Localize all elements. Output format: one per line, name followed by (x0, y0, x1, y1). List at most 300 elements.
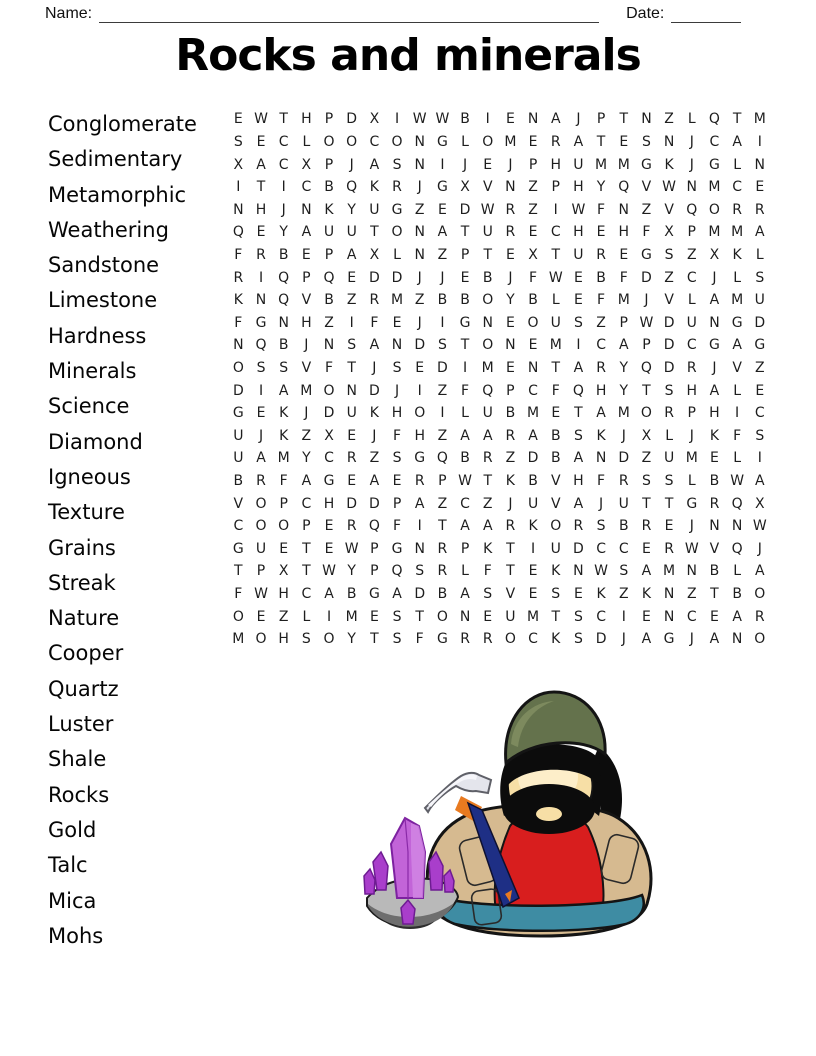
grid-letter: D (346, 495, 358, 512)
grid-letter: G (232, 405, 244, 422)
grid-letter: A (528, 427, 538, 444)
grid-letter: G (686, 495, 698, 512)
grid-letter: E (573, 586, 583, 603)
grid-letter: S (755, 269, 765, 286)
grid-letter: U (346, 405, 357, 422)
grid-letter: G (641, 246, 652, 263)
grid-letter: D (573, 540, 584, 557)
grid-letter: T (642, 382, 651, 399)
grid-letter: T (551, 608, 561, 625)
grid-letter: G (414, 450, 426, 467)
grid-letter: K (596, 427, 606, 444)
grid-letter: K (279, 405, 289, 422)
grid-letter: R (618, 473, 629, 490)
grid-letter: W (752, 518, 767, 535)
grid-letter: F (551, 382, 560, 399)
grid-letter: R (256, 473, 266, 490)
grid-letter: L (733, 382, 742, 399)
grid-letter: J (508, 269, 513, 286)
grid-letter: G (663, 631, 675, 648)
grid-letter: L (302, 608, 311, 625)
grid-letter: Z (641, 450, 652, 467)
grid-letter: N (527, 360, 539, 376)
grid-letter: B (482, 269, 493, 286)
grid-letter: X (709, 246, 720, 263)
grid-letter: M (617, 405, 630, 422)
grid-letter: J (508, 156, 513, 173)
grid-letter: H (550, 156, 561, 173)
geologist-illustration (355, 676, 665, 941)
grid-letter: A (369, 156, 380, 173)
grid-letter: N (663, 133, 675, 150)
grid-letter: T (415, 608, 424, 625)
grid-letter: T (483, 473, 492, 490)
word-list-item: Conglomerate (48, 112, 197, 136)
grid-letter: W (344, 540, 359, 557)
grid-letter: C (324, 450, 334, 467)
grid-letter: A (392, 586, 402, 603)
grid-letter: E (528, 337, 538, 354)
grid-letter: N (278, 314, 289, 331)
grid-letter: T (302, 540, 311, 557)
grid-letter: Z (528, 201, 538, 218)
grid-letter: T (506, 563, 515, 580)
grid-letter: I (258, 382, 264, 399)
grid-letter: W (684, 540, 699, 557)
grid-letter: R (664, 405, 674, 422)
grid-letter: V (732, 360, 742, 376)
grid-letter: F (483, 563, 492, 580)
grid-letter: R (505, 201, 516, 218)
grid-letter: E (505, 314, 515, 331)
grid-letter: W (594, 563, 608, 580)
grid-letter: S (551, 586, 561, 603)
grid-letter: N (573, 563, 584, 580)
grid-letter: J (689, 631, 694, 648)
grid-letter: N (414, 224, 425, 241)
grid-letter: W (412, 111, 427, 128)
grid-letter: M (708, 179, 721, 196)
grid-letter: I (281, 179, 286, 196)
grid-letter: M (549, 337, 562, 354)
grid-letter: E (347, 473, 357, 490)
grid-letter: E (347, 427, 357, 444)
grid-letter: I (757, 450, 762, 467)
grid-letter: M (300, 382, 313, 399)
grid-letter: H (255, 201, 267, 218)
grid-letter: S (392, 156, 402, 173)
grid-letter: G (459, 314, 471, 331)
grid-letter: E (392, 473, 402, 490)
grid-letter: L (302, 133, 311, 150)
grid-letter: W (730, 473, 745, 490)
grid-letter: F (733, 427, 742, 444)
grid-letter: N (414, 133, 425, 150)
grid-letter: J (689, 427, 694, 444)
grid-letter: S (573, 631, 583, 648)
grid-letter: E (505, 360, 515, 376)
date-label: Date: (626, 5, 665, 22)
grid-letter: H (278, 631, 289, 648)
grid-letter: W (662, 179, 677, 196)
grid-letter: F (461, 382, 470, 399)
grid-letter: E (755, 179, 765, 196)
grid-letter: Y (596, 179, 606, 196)
grid-letter: D (663, 360, 675, 376)
grid-letter: N (323, 337, 335, 354)
grid-letter: K (709, 427, 720, 444)
grid-letter: A (641, 631, 652, 648)
grid-letter: C (301, 586, 312, 603)
grid-letter: R (505, 224, 516, 241)
grid-letter: O (232, 608, 244, 625)
grid-letter: E (256, 224, 266, 241)
grid-letter: U (550, 540, 561, 557)
grid-letter: X (324, 427, 334, 444)
grid-letter: V (550, 473, 561, 490)
grid-letter: H (301, 314, 312, 331)
grid-letter: T (256, 179, 266, 196)
grid-letter: K (732, 246, 742, 263)
grid-letter: Q (482, 382, 494, 399)
grid-letter: F (597, 201, 606, 218)
grid-letter: Z (754, 360, 765, 376)
grid-letter: S (573, 427, 583, 444)
grid-letter: K (279, 427, 289, 444)
grid-letter: H (573, 473, 584, 490)
grid-letter: P (687, 224, 696, 241)
grid-letter: L (733, 450, 742, 467)
grid-letter: G (232, 540, 244, 557)
grid-letter: C (550, 224, 561, 241)
grid-letter: G (709, 156, 720, 173)
grid-letter: C (528, 631, 538, 648)
grid-letter: E (324, 540, 334, 557)
grid-letter: V (550, 495, 561, 512)
grid-letter: C (686, 337, 697, 354)
grid-letter: Z (301, 427, 312, 444)
grid-letter: N (595, 450, 607, 467)
grid-letter: E (619, 133, 629, 150)
grid-letter: R (392, 179, 402, 196)
grid-letter: P (302, 518, 311, 535)
grid-letter: D (323, 405, 335, 422)
word-list-item: Grains (48, 535, 116, 560)
grid-letter: A (573, 495, 584, 512)
grid-letter: Z (346, 292, 357, 309)
grid-letter: M (753, 111, 766, 128)
grid-letter: T (710, 586, 719, 603)
grid-letter: L (461, 405, 469, 422)
grid-letter: M (527, 405, 540, 422)
grid-letter: V (641, 179, 652, 196)
grid-letter: V (482, 179, 493, 196)
grid-letter: C (301, 495, 312, 512)
grid-letter: H (323, 495, 335, 512)
word-list-item: Talc (48, 853, 88, 878)
grid-letter: H (278, 586, 289, 603)
grid-letter: Q (391, 563, 403, 580)
grid-letter: X (278, 563, 289, 580)
grid-letter: G (391, 540, 403, 557)
grid-letter: P (460, 540, 470, 557)
grid-letter: G (731, 314, 743, 331)
grid-letter: A (755, 473, 765, 490)
grid-letter: Q (278, 269, 290, 286)
grid-letter: E (256, 608, 266, 625)
grid-letter: J (599, 495, 604, 512)
grid-letter: F (234, 586, 243, 603)
grid-letter: U (618, 495, 629, 512)
grid-letter: U (369, 201, 380, 218)
grid-letter: F (370, 314, 379, 331)
word-list-item: Gold (48, 817, 97, 842)
grid-letter: R (573, 518, 584, 535)
grid-letter: Z (278, 608, 289, 625)
grid-letter: D (436, 360, 448, 376)
grid-letter: W (480, 201, 495, 218)
grid-letter: Q (618, 179, 630, 196)
grid-letter: L (461, 563, 469, 580)
grid-letter: Z (686, 246, 697, 263)
grid-letter: G (436, 179, 448, 196)
grid-letter: Q (436, 450, 448, 467)
grid-letter: Q (346, 179, 358, 196)
grid-letter: R (550, 133, 561, 150)
grid-letter: P (370, 563, 379, 580)
grid-letter: Y (302, 450, 311, 467)
grid-letter: O (391, 224, 403, 241)
grid-letter: M (731, 292, 744, 309)
grid-letter: D (391, 269, 403, 286)
grid-letter: D (232, 382, 244, 399)
grid-letter: O (323, 133, 335, 150)
grid-letter: J (394, 382, 400, 399)
grid-letter: Q (278, 292, 290, 309)
grid-letter: U (482, 224, 493, 241)
grid-letter: P (506, 382, 515, 399)
grid-letter: G (323, 473, 335, 490)
grid-letter: Z (596, 314, 606, 331)
grid-letter: C (754, 405, 765, 422)
grid-letter: D (754, 314, 766, 331)
grid-letter: W (571, 201, 586, 218)
grid-letter: K (664, 156, 674, 173)
grid-letter: B (505, 405, 516, 422)
grid-letter: M (527, 608, 540, 625)
grid-letter: W (322, 563, 336, 580)
grid-letter: E (324, 518, 334, 535)
grid-letter: B (732, 586, 742, 603)
grid-letter: M (617, 156, 630, 173)
grid-letter: C (686, 608, 697, 625)
grid-letter: M (685, 450, 698, 467)
word-list-item: Minerals (48, 359, 137, 384)
grid-letter: A (460, 427, 470, 444)
grid-letter: E (528, 586, 538, 603)
grid-letter: N (618, 201, 629, 218)
word-list (48, 107, 197, 954)
grid-letter: K (551, 631, 561, 648)
grid-letter: M (504, 133, 517, 150)
grid-letter: W (548, 269, 563, 286)
grid-letter: V (233, 495, 244, 512)
grid-letter: N (255, 292, 267, 309)
grid-letter: A (573, 133, 584, 150)
grid-letter: N (233, 201, 244, 218)
grid-letter: F (393, 427, 402, 444)
grid-letter: A (301, 224, 312, 241)
grid-letter: H (595, 382, 607, 399)
grid-letter: A (573, 450, 584, 467)
grid-letter: B (324, 179, 334, 196)
grid-letter: B (550, 450, 561, 467)
grid-letter: I (576, 337, 581, 354)
name-blank-line (99, 5, 599, 23)
grid-letter: X (528, 246, 538, 263)
grid-letter: S (233, 133, 243, 150)
grid-letter: Y (619, 360, 629, 376)
word-list-item: Weathering (48, 217, 169, 242)
grid-letter: N (709, 314, 720, 331)
grid-letter: W (639, 314, 654, 331)
grid-letter: B (437, 292, 448, 309)
grid-letter: B (324, 292, 334, 309)
grid-letter: P (551, 179, 560, 196)
name-label: Name: (45, 5, 93, 22)
grid-letter: J (304, 405, 309, 422)
grid-letter: Z (641, 201, 652, 218)
grid-letter: J (417, 314, 422, 331)
grid-letter: A (460, 518, 470, 535)
grid-letter: I (757, 133, 762, 150)
grid-letter: U (527, 495, 539, 512)
grid-letter: U (346, 224, 357, 241)
grid-letter: F (415, 631, 424, 648)
grid-letter: R (664, 540, 674, 557)
grid-letter: J (621, 631, 626, 648)
grid-letter: A (437, 224, 448, 241)
grid-letter: Z (618, 586, 629, 603)
grid-letter: E (664, 518, 674, 535)
grid-letter: K (528, 518, 538, 535)
grid-letter: X (369, 111, 380, 128)
grid-letter: N (686, 563, 698, 580)
grid-letter: B (233, 473, 244, 490)
grid-letter: O (482, 337, 494, 354)
grid-letter: R (754, 608, 765, 625)
word-list-item: Streak (48, 570, 116, 595)
grid-letter: S (664, 246, 674, 263)
grid-letter: U (233, 450, 244, 467)
grid-letter: L (665, 427, 673, 444)
grid-letter: H (391, 405, 403, 422)
grid-letter: U (573, 156, 584, 173)
grid-letter: S (392, 360, 402, 376)
grid-letter: E (347, 269, 357, 286)
grid-letter: J (712, 360, 717, 376)
grid-letter: Q (640, 360, 652, 376)
grid-letter: N (731, 631, 743, 648)
grid-letter: A (732, 608, 742, 625)
grid-letter: R (437, 563, 448, 580)
grid-letter: R (596, 246, 606, 263)
grid-letter: P (324, 246, 334, 263)
grid-letter: Z (369, 450, 380, 467)
grid-letter: Z (324, 314, 334, 331)
grid-letter: T (234, 563, 243, 580)
grid-letter: N (663, 586, 675, 603)
grid-letter: D (414, 337, 426, 354)
grid-letter: T (302, 563, 311, 580)
grid-letter: E (256, 405, 266, 422)
word-list-item: Luster (48, 712, 114, 737)
grid-letter: A (641, 563, 652, 580)
grid-letter: N (686, 179, 698, 196)
grid-letter: O (255, 518, 267, 535)
grid-letter: S (483, 586, 493, 603)
grid-letter: Y (347, 631, 356, 648)
grid-letter: K (369, 405, 379, 422)
grid-letter: C (709, 133, 720, 150)
grid-letter: R (641, 518, 652, 535)
grid-letter: C (460, 495, 470, 512)
grid-letter: V (301, 360, 312, 376)
grid-letter: Z (437, 427, 448, 444)
grid-letter: H (573, 179, 584, 196)
grid-letter: E (233, 111, 243, 128)
grid-letter: R (256, 246, 266, 263)
grid-letter: S (279, 360, 289, 376)
grid-letter: M (731, 224, 744, 241)
grid-letter: P (619, 314, 628, 331)
grid-letter: A (596, 405, 606, 422)
grid-letter: L (733, 563, 742, 580)
grid-letter: R (482, 631, 493, 648)
grid-letter: N (233, 337, 244, 354)
grid-letter: A (709, 292, 720, 309)
grid-letter: J (689, 133, 694, 150)
grid-letter: A (709, 382, 720, 399)
grid-letter: D (618, 450, 630, 467)
grid-letter: U (573, 246, 584, 263)
grid-letter: T (438, 518, 447, 535)
grid-letter: D (346, 111, 358, 128)
word-list-item: Metamorphic (48, 182, 187, 207)
word-list-item: Hardness (48, 323, 147, 348)
grid-letter: O (232, 360, 244, 376)
word-list-item: Texture (48, 500, 125, 525)
grid-letter: T (483, 246, 492, 263)
grid-letter: L (733, 269, 742, 286)
grid-letter: P (279, 495, 288, 512)
grid-letter: C (618, 540, 629, 557)
grid-letter: L (687, 111, 696, 128)
grid-letter: M (345, 608, 358, 625)
grid-letter: F (324, 360, 334, 376)
grid-letter: Q (368, 518, 380, 535)
grid-letter: D (368, 382, 380, 399)
grid-letter: T (460, 337, 470, 354)
grid-letter: J (417, 269, 422, 286)
grid-letter: E (483, 608, 493, 625)
grid-letter: C (233, 518, 244, 535)
grid-letter: K (483, 540, 493, 557)
grid-letter: J (258, 427, 264, 444)
grid-letter: V (301, 292, 312, 309)
grid-letter: D (527, 450, 539, 467)
grid-letter: N (301, 201, 312, 218)
